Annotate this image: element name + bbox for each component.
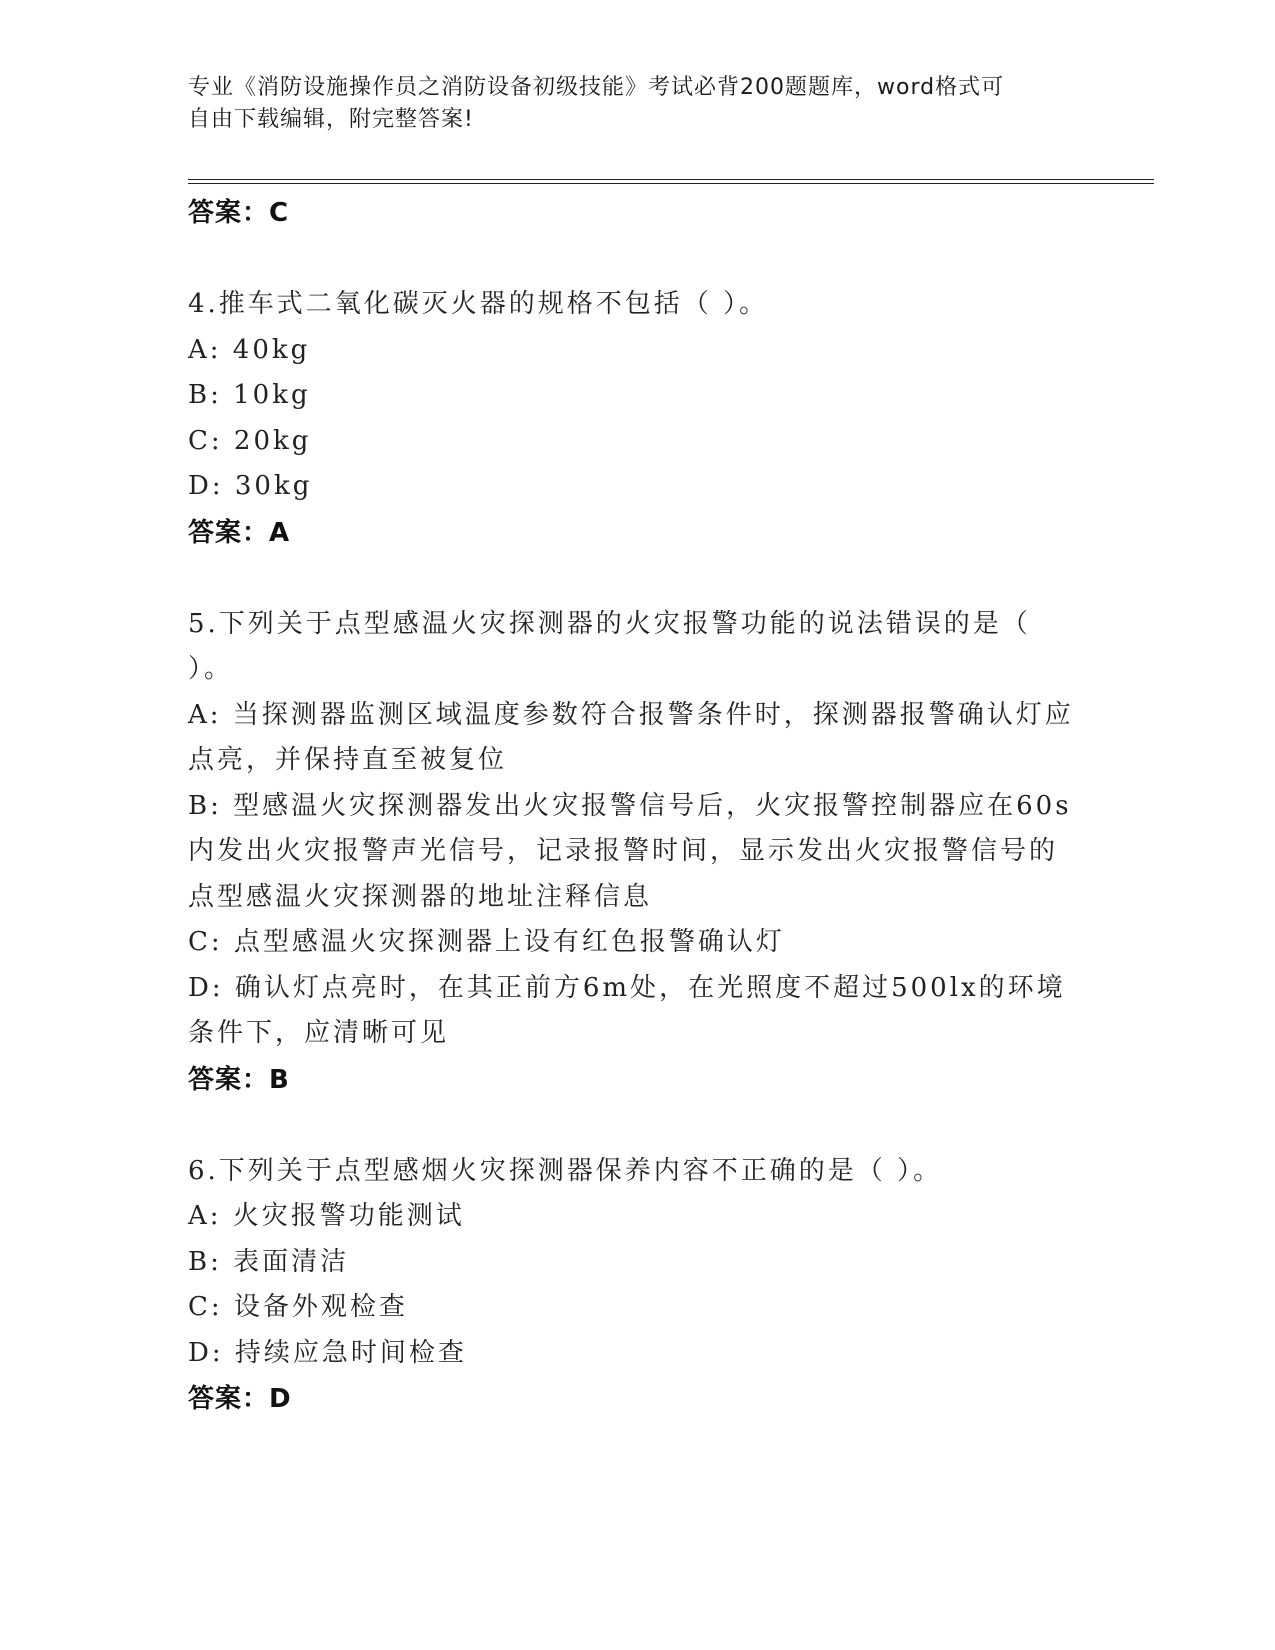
question-stem: 5.下列关于点型感温火灾探测器的火灾报警功能的说法错误的是（ (188, 608, 1031, 639)
header-divider-top (188, 179, 1154, 180)
option-d: D: 持续应急时间检查 (188, 1337, 467, 1368)
question-block (188, 282, 1088, 556)
option-d: D: 确认灯点亮时，在其正前方6m处，在光照度不超过500lx的环境 (188, 972, 1066, 1003)
option-d: D: 30kg (188, 471, 313, 501)
header-line-2: 自由下载编辑，附完整答案! (188, 107, 474, 132)
question-stem-continued: ）。 (188, 654, 234, 684)
option-c: C: 设备外观检查 (188, 1292, 408, 1322)
spacer (188, 236, 1088, 282)
option-c: C: 点型感温火灾探测器上设有红色报警确认灯 (188, 927, 785, 957)
answer-label: 答案：B (188, 1064, 290, 1095)
answer-label: 答案：D (188, 1384, 292, 1414)
option-a: A: 火灾报警功能测试 (188, 1201, 465, 1231)
document-header (188, 72, 1068, 136)
option-a: A: 当探测器监测区域温度参数符合报警条件时，探测器报警确认灯应 (188, 699, 1074, 730)
question-stem: 6.下列关于点型感烟火灾探测器保养内容不正确的是（ ）。 (188, 1155, 943, 1186)
question-list (188, 190, 1088, 1422)
option-b-continued: 点型感温火灾探测器的地址注释信息 (188, 881, 653, 912)
question-block (188, 1149, 1088, 1423)
option-d-continued: 条件下，应清晰可见 (188, 1018, 450, 1048)
option-c: C: 20kg (188, 425, 312, 456)
header-line-1: 专业《消防设施操作员之消防设备初级技能》考试必背200题题库，word格式可 (188, 75, 1005, 100)
previous-answer: 答案：C (188, 198, 290, 228)
spacer (188, 556, 1088, 602)
option-a: A: 40kg (188, 334, 311, 365)
option-a-continued: 点亮，并保持直至被复位 (188, 745, 508, 775)
option-b-continued: 内发出火灾报警声光信号，记录报警时间，显示发出火灾报警信号的 (188, 836, 1059, 866)
question-block (188, 602, 1088, 1103)
option-b: B: 表面清洁 (188, 1246, 350, 1277)
question-stem: 4.推车式二氧化碳灭火器的规格不包括（ ）。 (188, 289, 769, 319)
answer-label: 答案：A (188, 517, 291, 548)
option-b: B: 型感温火灾探测器发出火灾报警信号后，火灾报警控制器应在60s (188, 790, 1072, 821)
option-b: B: 10kg (188, 380, 311, 410)
spacer (188, 1103, 1088, 1149)
header-divider-bottom (188, 183, 1154, 184)
